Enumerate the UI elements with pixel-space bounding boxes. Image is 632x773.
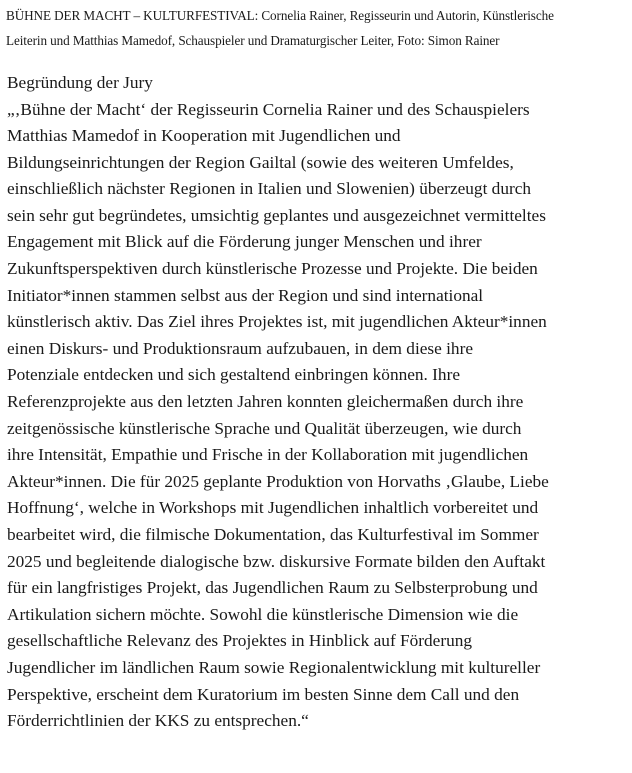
photo-caption — [6, 3, 628, 53]
text-line: Förderrichtlinien der KKS zu entsprechen.“ — [7, 711, 309, 731]
text-line: einschließlich nächster Regionen in Italien und Slowenien) überzeugt durch — [7, 179, 532, 199]
text-line: für ein langfristiges Projekt, das Jugendlichen Raum zu Selbsterprobung und — [7, 578, 538, 598]
text-line: Engagement mit Blick auf die Förderung junger Menschen und ihrer — [7, 232, 482, 252]
text-line: Zukunftsperspektiven durch künstlerische Prozesse und Projekte. Die beiden — [7, 259, 538, 279]
jury-statement-text — [7, 97, 629, 735]
text-line: künstlerisch aktiv. Das Ziel ihres Projektes ist, mit jugendlichen Akteur*innen — [7, 312, 547, 332]
text-line: Artikulation sichern möchte. Sowohl die künstlerische Dimension wie die — [7, 604, 519, 624]
text-line: sein sehr gut begründetes, umsichtig geplantes und ausgezeichnet vermitteltes — [7, 205, 546, 225]
text-line: einen Diskurs- und Produktionsraum aufzubauen, in dem diese ihre — [7, 338, 474, 358]
text-line: gesellschaftliche Relevanz des Projektes in Hinblick auf Förderung — [7, 631, 473, 651]
text-line: Potenziale entdecken und sich gestaltend einbringen können. Ihre — [7, 365, 460, 385]
article-body — [7, 70, 629, 735]
text-line: Perspektive, erscheint dem Kuratorium im besten Sinne dem Call und den — [7, 684, 520, 704]
text-line: Akteur*innen. Die für 2025 geplante Produktion von Horvaths ‚Glaube, Liebe — [7, 471, 549, 491]
text-line: Initiator*innen stammen selbst aus der Region und sind international — [7, 285, 484, 305]
text-line: ihre Intensität, Empathie und Frische in der Kollaboration mit jugendlichen — [7, 445, 529, 465]
text-line: Jugendlicher im ländlichen Raum sowie Regionalentwicklung mit kultureller — [7, 657, 541, 677]
text-line: Bildungseinrichtungen der Region Gailtal (sowie des weiteren Umfeldes, — [7, 152, 514, 172]
text-line: Hoffnung‘, welche in Workshops mit Jugendlichen inhaltlich vorbereitet und — [7, 498, 539, 518]
text-line: Referenzprojekte aus den letzten Jahren konnten gleichermaßen durch ihre — [7, 392, 524, 412]
caption-line: BÜHNE DER MACHT – KULTURFESTIVAL: Cornelia Rainer, Regisseurin und Autorin, Künstlerische — [6, 8, 554, 23]
text-line: bearbeitet wird, die filmische Dokumentation, das Kulturfestival im Sommer — [7, 525, 539, 544]
text-line: 2025 und begleitende dialogische bzw. diskursive Formate bilden den Auftakt — [7, 551, 546, 571]
jury-statement-heading: Begründung der Jury — [7, 73, 153, 92]
text-line: zeitgenössische künstlerische Sprache und Qualität überzeugen, wie durch — [7, 418, 522, 438]
text-line: „‚Bühne der Macht‘ der Regisseurin Cornelia Rainer und des Schauspielers — [7, 99, 530, 119]
text-line: Matthias Mamedof in Kooperation mit Jugendlichen und — [7, 126, 401, 146]
caption-line: Leiterin und Matthias Mamedof, Schauspieler und Dramaturgischer Leiter, Foto: Simon Rainer — [6, 33, 500, 48]
